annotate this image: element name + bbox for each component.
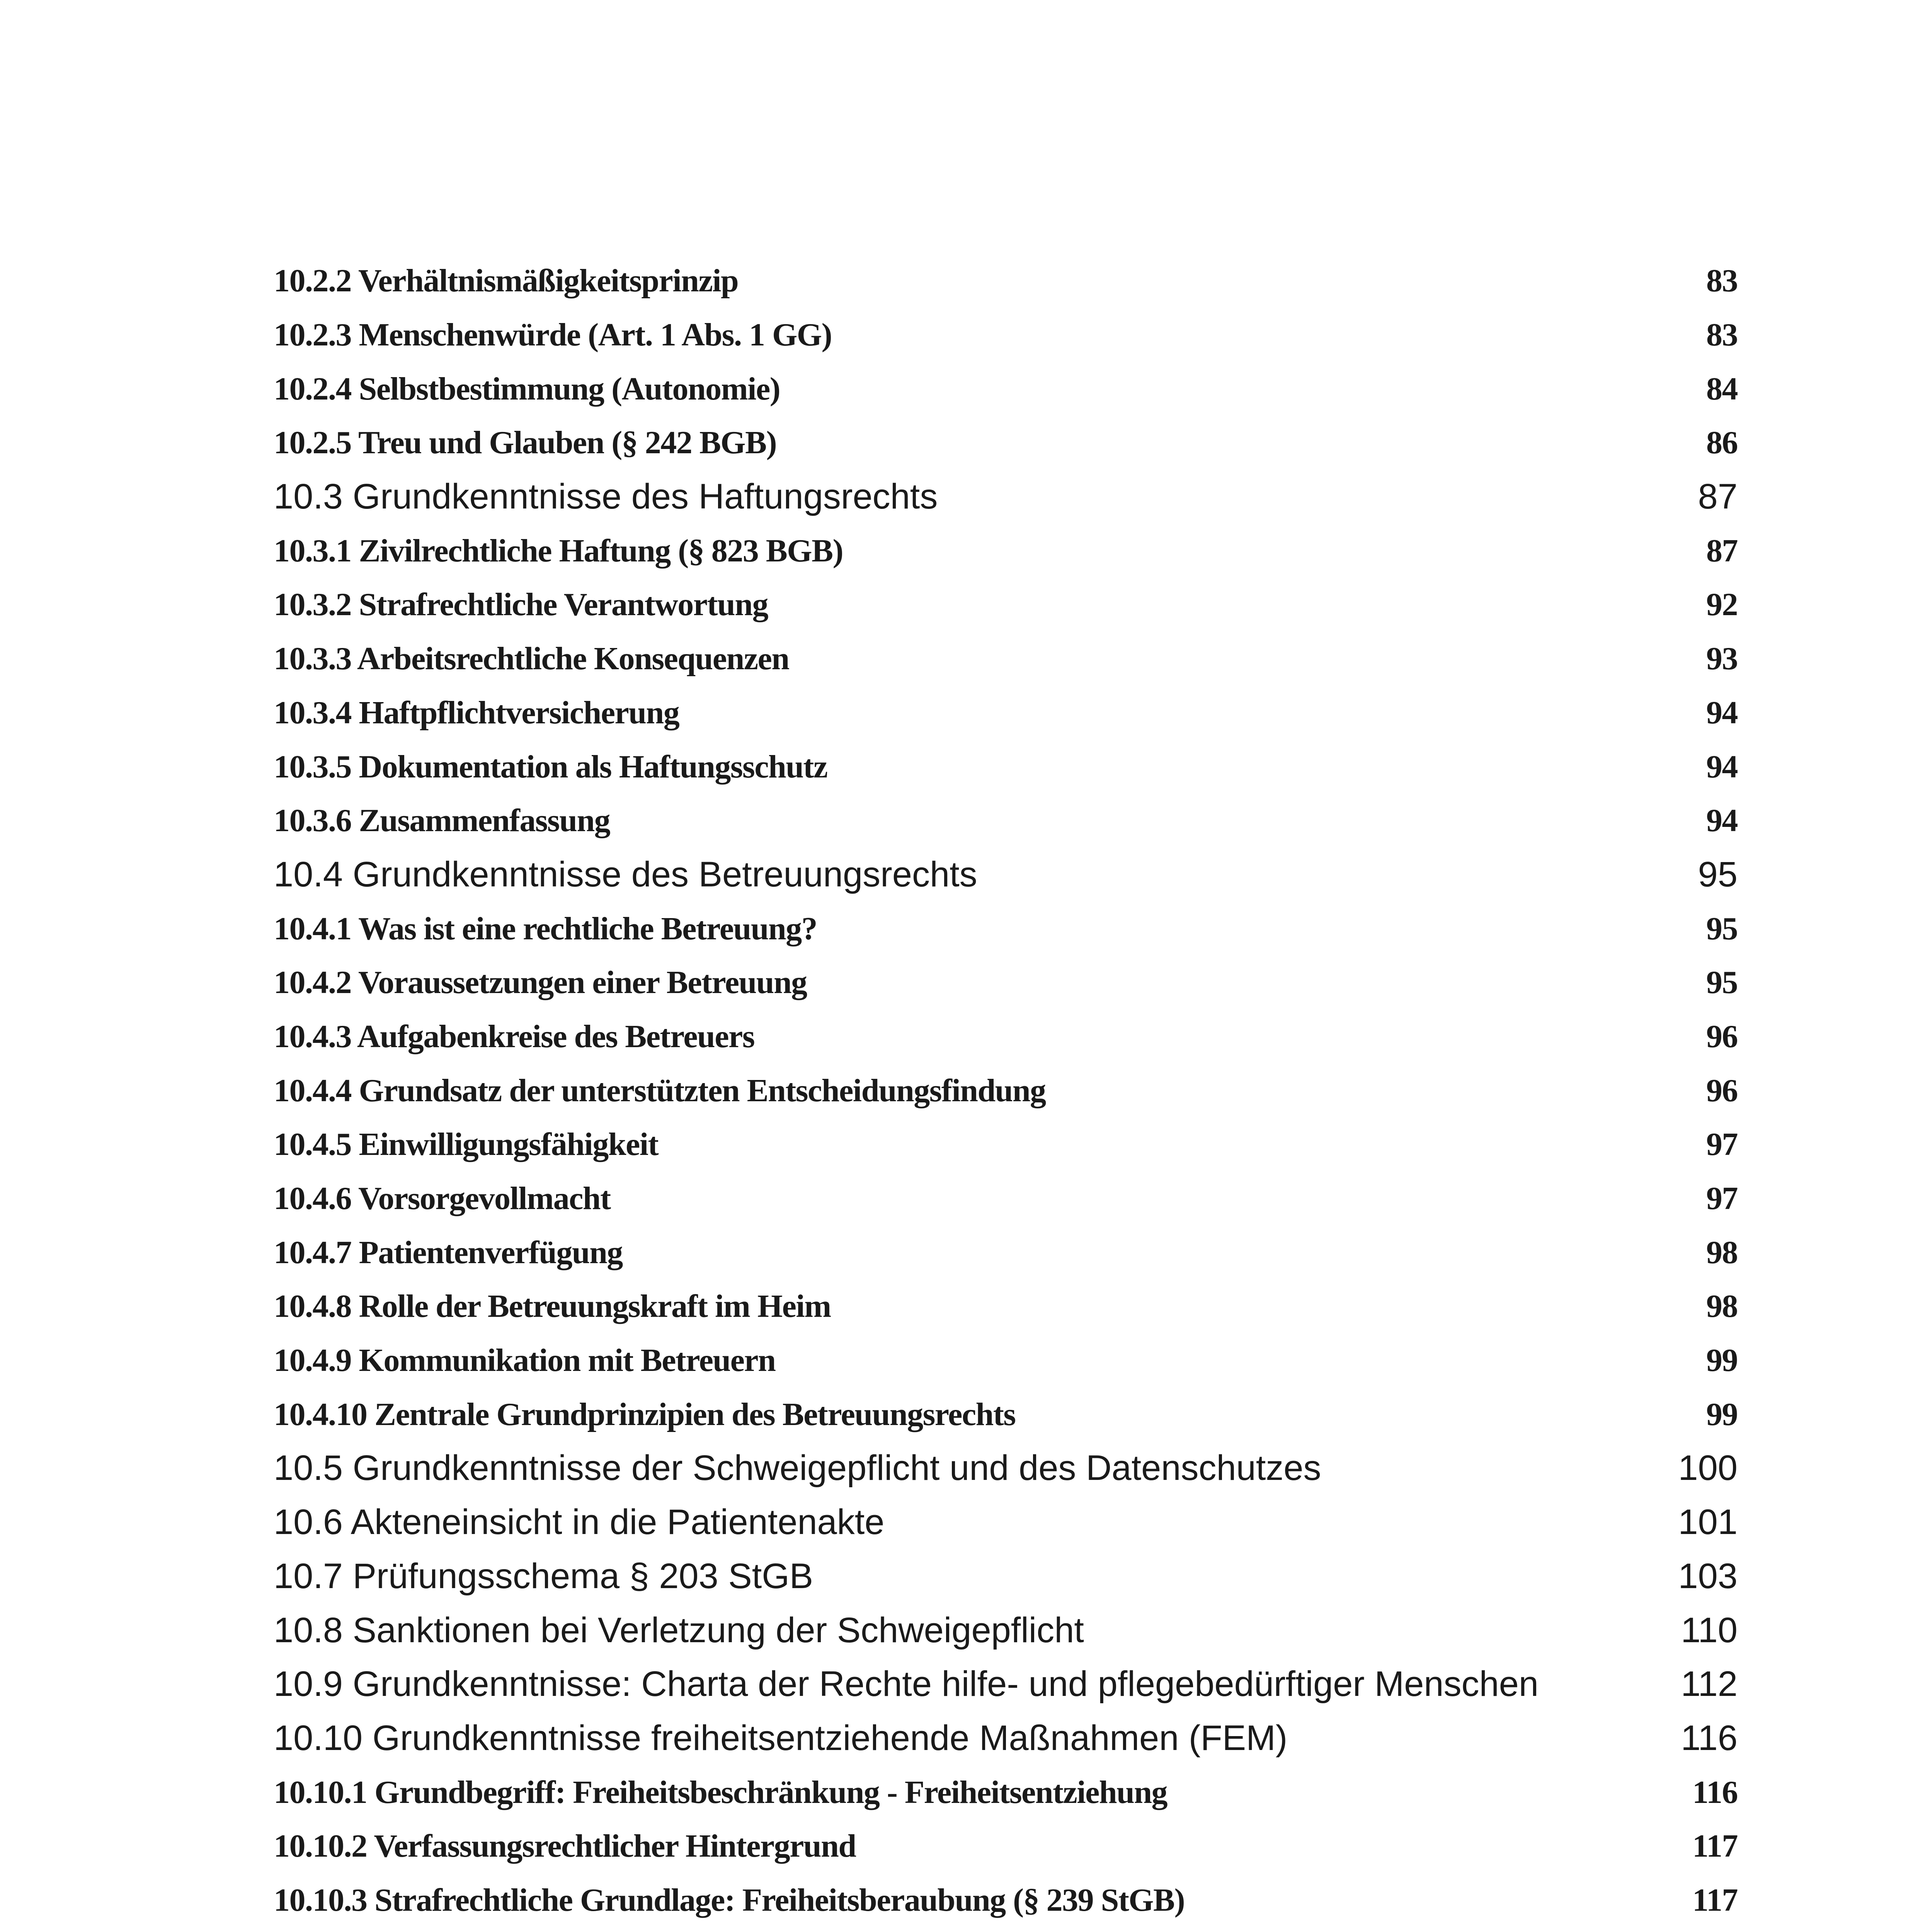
toc-entry-page-number: 110 [1681,1610,1738,1650]
toc-entry [274,1819,1738,1873]
toc-entry-title: 10.4.6 Vorsorgevollmacht [274,1180,611,1217]
toc-entry [274,686,1738,740]
toc-entry-title: 10.2.3 Menschenwürde (Art. 1 Abs. 1 GG) [274,317,832,353]
toc-entry [274,1549,1738,1604]
toc-entry-title: 10.2.5 Treu und Glauben (§ 242 BGB) [274,425,777,461]
toc-entry-page-number: 94 [1706,748,1738,785]
toc-entry-title: 10.2.4 Selbstbestimmung (Autonomie) [274,371,780,407]
toc-entry-page-number: 83 [1706,317,1738,353]
toc-entry-page-number: 87 [1698,477,1738,517]
toc-entry-page-number: 98 [1706,1288,1738,1325]
toc-entry-title: 10.2.2 Verhältnismäßigkeitsprinzip [274,263,739,299]
toc-entry-title: 10.5 Grundkenntnisse der Schweigepflicht und des Datenschutzes [274,1448,1321,1488]
toc-entry-title: 10.4.8 Rolle der Betreuungskraft im Heim [274,1288,831,1325]
toc-entry-title: 10.3.2 Strafrechtliche Verantwortung [274,587,768,623]
toc-entry [274,1063,1738,1117]
toc-entry-title: 10.4.4 Grundsatz der unterstützten Entscheidungsfindung [274,1072,1046,1109]
toc-entry-title: 10.3.6 Zusammenfassung [274,803,610,839]
toc-entry-page-number: 84 [1706,371,1738,407]
toc-entry-title: 10.4 Grundkenntnisse des Betreuungsrechts [274,854,977,894]
toc-entry-title: 10.10.3 Strafrechtliche Grundlage: Freiheitsberaubung (§ 239 StGB) [274,1882,1185,1918]
toc-entry-page-number: 117 [1692,1828,1738,1864]
toc-entry-title: 10.4.10 Zentrale Grundprinzipien des Betreuungsrechts [274,1396,1016,1432]
toc-entry [274,1010,1738,1064]
toc-entry-page-number: 97 [1706,1126,1738,1163]
toc-entry-page-number: 99 [1706,1396,1738,1432]
toc-entry-title: 10.3.4 Haftpflichtversicherung [274,694,679,731]
toc-entry-title: 10.9 Grundkenntnisse: Charta der Rechte hilfe- und pflegebedürftiger Menschen [274,1664,1539,1704]
toc-entry-title: 10.3.1 Zivilrechtliche Haftung (§ 823 BGB) [274,532,843,569]
toc-entry [274,524,1738,578]
toc-entry [274,1765,1738,1819]
toc-entry-page-number: 103 [1678,1556,1738,1596]
toc-entry-title: 10.8 Sanktionen bei Verletzung der Schweigepflicht [274,1610,1084,1650]
toc-entry-page-number: 96 [1706,1072,1738,1109]
toc-entry-page-number: 95 [1706,910,1738,947]
toc-entry-title: 10.7 Prüfungsschema § 203 StGB [274,1556,813,1596]
toc-entry-page-number: 87 [1706,532,1738,569]
toc-entry-title: 10.4.1 Was ist eine rechtliche Betreuung? [274,910,817,947]
toc-entry-title: 10.4.3 Aufgabenkreise des Betreuers [274,1018,755,1054]
toc-entry [274,1387,1738,1441]
toc-entry [274,1172,1738,1226]
toc-entry-title: 10.10 Grundkenntnisse freiheitsentziehende Maßnahmen (FEM) [274,1718,1288,1758]
toc-entry [274,1495,1738,1549]
toc-entry [274,1657,1738,1711]
toc-entry [274,1441,1738,1495]
toc-entry-page-number: 117 [1692,1882,1738,1918]
toc-entry-title: 10.3.5 Dokumentation als Haftungsschutz [274,748,827,785]
toc-entry-page-number: 86 [1706,425,1738,461]
toc-entry-page-number: 97 [1706,1180,1738,1217]
toc-entry-page-number: 116 [1681,1718,1738,1758]
toc-entry-page-number: 98 [1706,1234,1738,1270]
toc-entry [274,1117,1738,1172]
table-of-contents [274,254,1738,1932]
toc-entry [274,416,1738,470]
toc-entry-title: 10.10.2 Verfassungsrechtlicher Hintergrund [274,1828,856,1864]
toc-entry [274,362,1738,416]
toc-entry-title: 10.4.9 Kommunikation mit Betreuern [274,1342,776,1379]
toc-entry [274,956,1738,1010]
toc-entry-page-number: 92 [1706,587,1738,623]
toc-entry [274,1225,1738,1279]
toc-entry-title: 10.6 Akteneinsicht in die Patientenakte [274,1502,885,1542]
toc-entry-page-number: 101 [1678,1502,1738,1542]
toc-entry-title: 10.4.7 Patientenverfügung [274,1234,623,1270]
toc-entry [274,470,1738,524]
toc-entry-title: 10.4.2 Voraussetzungen einer Betreuung [274,964,807,1001]
toc-entry-page-number: 96 [1706,1018,1738,1054]
toc-entry-page-number: 112 [1681,1664,1738,1704]
toc-entry-title: 10.10.1 Grundbegriff: Freiheitsbeschränkung - Freiheitsentziehung [274,1774,1167,1810]
toc-entry-page-number: 93 [1706,641,1738,677]
toc-entry [274,1279,1738,1333]
toc-entry-page-number: 95 [1706,964,1738,1001]
toc-entry [274,1603,1738,1657]
toc-entry [274,632,1738,686]
toc-entry [274,1873,1738,1927]
toc-entry-page-number: 83 [1706,263,1738,299]
toc-entry-page-number: 99 [1706,1342,1738,1379]
toc-entry [274,848,1738,902]
toc-entry-page-number: 94 [1706,803,1738,839]
toc-entry [274,254,1738,308]
toc-entry-page-number: 94 [1706,694,1738,731]
toc-entry-page-number: 95 [1698,854,1738,894]
toc-entry [274,794,1738,848]
toc-entry [274,1333,1738,1388]
toc-entry [274,1927,1738,1932]
toc-entry-title: 10.3 Grundkenntnisse des Haftungsrechts [274,477,938,517]
toc-entry-title: 10.4.5 Einwilligungsfähigkeit [274,1126,659,1163]
toc-entry-title: 10.3.3 Arbeitsrechtliche Konsequenzen [274,641,789,677]
toc-entry-page-number: 116 [1692,1774,1738,1810]
toc-entry [274,1711,1738,1765]
toc-entry [274,740,1738,794]
toc-entry-page-number: 100 [1678,1448,1738,1488]
toc-entry [274,308,1738,362]
toc-entry [274,578,1738,632]
toc-entry [274,901,1738,956]
